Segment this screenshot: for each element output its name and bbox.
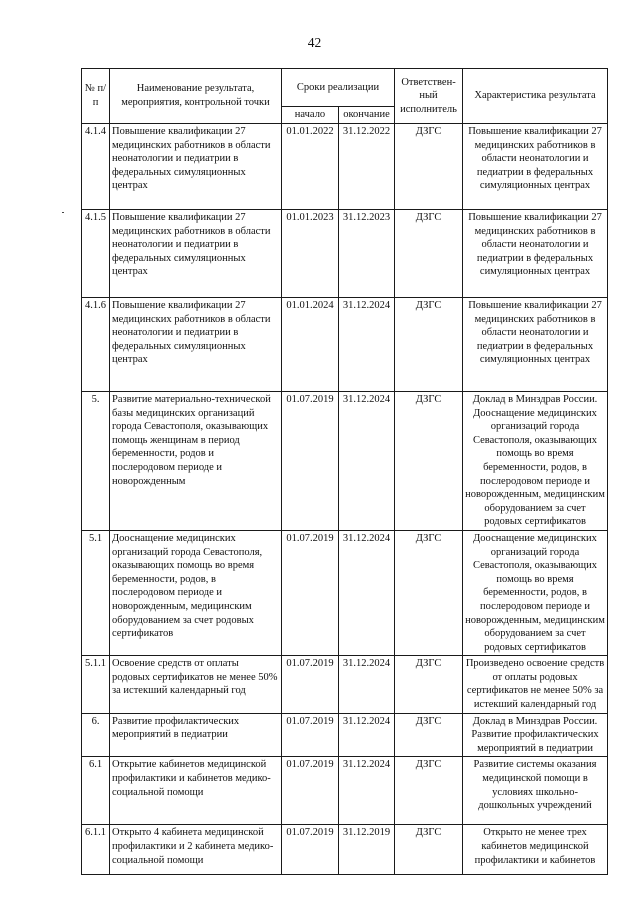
row-result: Повышение квалификации 27 медицинских работников в области неонатологии и педиатрии в федеральных симуляционных центрах (463, 124, 608, 210)
row-end: 31.12.2024 (339, 713, 395, 757)
row-result: Произведено освоение средств от оплаты родовых сертификатов не менее 50% за истекший календарный год (463, 656, 608, 713)
header-num: № п/п (82, 69, 110, 124)
row-result: Открыто не менее трех кабинетов медицинской профилактики и кабинетов (463, 825, 608, 875)
page-number: 42 (307, 35, 322, 50)
row-start: 01.07.2019 (282, 713, 339, 757)
row-end: 31.12.2024 (339, 392, 395, 531)
row-end: 31.12.2019 (339, 825, 395, 875)
row-start: 01.07.2019 (282, 392, 339, 531)
header-result: Характеристика результата (463, 69, 608, 124)
row-start: 01.07.2019 (282, 825, 339, 875)
row-name: Повышение квалификации 27 медицинских работников в области неонатологии и педиатрии в федеральных симуляционных центрах (110, 124, 282, 210)
row-name: Развитие профилактических мероприятий в педиатрии (110, 713, 282, 757)
row-result: Доклад в Минздрав России. Развитие профилактических мероприятий в педиатрии (463, 713, 608, 757)
row-responsible: ДЗГС (395, 713, 463, 757)
header-start: начало (282, 107, 339, 124)
row-num: 6.1.1 (82, 825, 110, 875)
table-row (82, 392, 608, 531)
table-row (82, 713, 608, 757)
row-responsible: ДЗГС (395, 656, 463, 713)
row-name: Дооснащение медицинских организаций города Севастополя, оказывающих помощь во время беременности, родов, в послеродовом периоде и новорожденным, медицинским оборудованием за счет родовых сертификатов (110, 530, 282, 655)
header-dates: Сроки реализации (282, 69, 395, 107)
row-result: Повышение квалификации 27 медицинских работников в области неонатологии и педиатрии в федеральных симуляционных центрах (463, 210, 608, 298)
row-end: 31.12.2023 (339, 210, 395, 298)
row-result: Дооснащение медицинских организаций города Севастополя, оказывающих помощь во время беременности, родов, в послеродовом периоде и новорожденным, медицинским оборудованием за счет родовых сертификатов (463, 530, 608, 655)
row-start: 01.01.2024 (282, 298, 339, 392)
header-name: Наименование результата, мероприятия, контрольной точки (110, 69, 282, 124)
row-num: 6.1 (82, 757, 110, 825)
row-responsible: ДЗГС (395, 210, 463, 298)
row-end: 31.12.2024 (339, 757, 395, 825)
row-name: Повышение квалификации 27 медицинских работников в области неонатологии и педиатрии в федеральных симуляционных центрах (110, 210, 282, 298)
row-result: Доклад в Минздрав России. Дооснащение медицинских организаций города Севастополя, оказывающих помощь во время беременности, родов, в послеродовом периоде и новорожденным, медицинским оборудованием за счет родовых сертификатов (463, 392, 608, 531)
row-num: 6. (82, 713, 110, 757)
row-end: 31.12.2024 (339, 298, 395, 392)
header-responsible: Ответствен-ный исполнитель (395, 69, 463, 124)
row-num: 4.1.4 (82, 124, 110, 210)
row-start: 01.01.2022 (282, 124, 339, 210)
row-name: Освоение средств от оплаты родовых сертификатов не менее 50% за истекший календарный год (110, 656, 282, 713)
plan-table (81, 68, 608, 875)
row-result: Повышение квалификации 27 медицинских работников в области неонатологии и педиатрии в федеральных симуляционных центрах (463, 298, 608, 392)
row-start: 01.07.2019 (282, 656, 339, 713)
table-row (82, 530, 608, 655)
row-name: Развитие материально-технической базы медицинских организаций города Севастополя, оказывающих помощь женщинам в период беременности, родов и послеродовом периоде и новорожденным (110, 392, 282, 531)
row-responsible: ДЗГС (395, 392, 463, 531)
row-num: 5.1 (82, 530, 110, 655)
row-name: Открыто 4 кабинета медицинской профилактики и 2 кабинета медико-социальной помощи (110, 825, 282, 875)
header-end: окончание (339, 107, 395, 124)
row-responsible: ДЗГС (395, 530, 463, 655)
row-end: 31.12.2024 (339, 530, 395, 655)
table-row (82, 656, 608, 713)
row-end: 31.12.2024 (339, 656, 395, 713)
table-row (82, 298, 608, 392)
row-start: 01.07.2019 (282, 757, 339, 825)
table-row (82, 825, 608, 875)
row-result: Развитие системы оказания медицинской помощи в условиях школьно-дошкольных учреждений (463, 757, 608, 825)
row-num: 5.1.1 (82, 656, 110, 713)
table-row (82, 124, 608, 210)
scan-mark (62, 212, 64, 213)
row-start: 01.07.2019 (282, 530, 339, 655)
row-responsible: ДЗГС (395, 825, 463, 875)
row-start: 01.01.2023 (282, 210, 339, 298)
row-num: 5. (82, 392, 110, 531)
row-name: Повышение квалификации 27 медицинских работников в области неонатологии и педиатрии в федеральных симуляционных центрах (110, 298, 282, 392)
row-num: 4.1.6 (82, 298, 110, 392)
row-name: Открытие кабинетов медицинской профилактики и кабинетов медико-социальной помощи (110, 757, 282, 825)
row-responsible: ДЗГС (395, 124, 463, 210)
row-responsible: ДЗГС (395, 298, 463, 392)
row-responsible: ДЗГС (395, 757, 463, 825)
row-num: 4.1.5 (82, 210, 110, 298)
row-end: 31.12.2022 (339, 124, 395, 210)
table-row (82, 210, 608, 298)
table-row (82, 757, 608, 825)
